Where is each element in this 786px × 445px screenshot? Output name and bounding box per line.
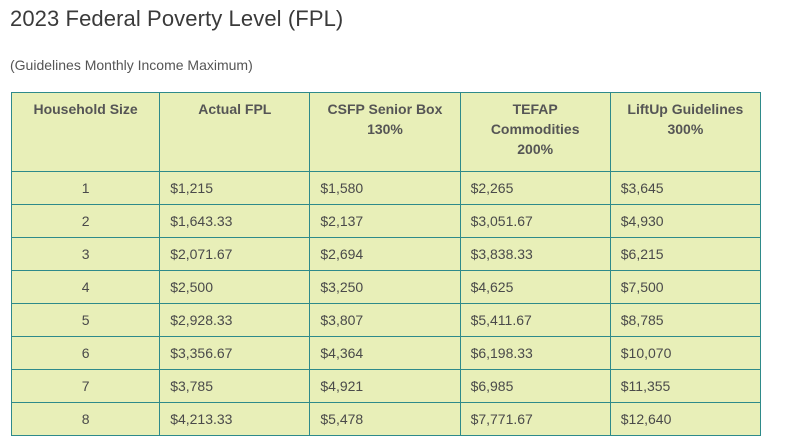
header-line: TEFAP — [512, 101, 558, 117]
actual-fpl-cell: $2,500 — [160, 271, 310, 304]
table-row — [12, 403, 761, 436]
tefap-cell: $6,985 — [460, 370, 610, 403]
table-header-row — [12, 93, 761, 172]
csfp-cell: $1,580 — [310, 172, 460, 205]
header-line: LiftUp Guidelines — [627, 101, 744, 117]
csfp-cell: $4,921 — [310, 370, 460, 403]
header-line: CSFP Senior Box — [327, 101, 443, 117]
actual-fpl-cell: $1,215 — [160, 172, 310, 205]
household-size-cell: 1 — [12, 172, 160, 205]
csfp-cell: $3,250 — [310, 271, 460, 304]
actual-fpl-cell: $4,213.33 — [160, 403, 310, 436]
table-row — [12, 172, 761, 205]
table-body — [12, 172, 761, 436]
actual-fpl-cell: $2,071.67 — [160, 238, 310, 271]
table-row — [12, 205, 761, 238]
table-row — [12, 304, 761, 337]
fpl-table — [11, 92, 761, 436]
liftup-cell: $12,640 — [610, 403, 760, 436]
liftup-cell: $7,500 — [610, 271, 760, 304]
page-title: 2023 Federal Poverty Level (FPL) — [10, 6, 344, 31]
liftup-cell: $6,215 — [610, 238, 760, 271]
table-row — [12, 271, 761, 304]
csfp-cell: $4,364 — [310, 337, 460, 370]
liftup-cell: $8,785 — [610, 304, 760, 337]
household-size-cell: 5 — [12, 304, 160, 337]
tefap-cell: $6,198.33 — [460, 337, 610, 370]
page-subtitle: (Guidelines Monthly Income Maximum) — [10, 57, 253, 73]
header-line: 300% — [667, 121, 704, 137]
csfp-cell: $3,807 — [310, 304, 460, 337]
header-line: Household Size — [33, 101, 138, 117]
header-line: 130% — [367, 121, 403, 137]
header-actual-fpl — [160, 93, 310, 172]
header-tefap — [460, 93, 610, 172]
tefap-cell: $3,838.33 — [460, 238, 610, 271]
actual-fpl-cell: $3,785 — [160, 370, 310, 403]
household-size-cell: 3 — [12, 238, 160, 271]
header-household-size — [12, 93, 160, 172]
liftup-cell: $10,070 — [610, 337, 760, 370]
actual-fpl-cell: $2,928.33 — [160, 304, 310, 337]
header-liftup-guidelines — [610, 93, 760, 172]
csfp-cell: $2,137 — [310, 205, 460, 238]
header-csfp-senior-box — [310, 93, 460, 172]
header-line: Actual FPL — [198, 101, 272, 117]
liftup-cell: $4,930 — [610, 205, 760, 238]
csfp-cell: $5,478 — [310, 403, 460, 436]
table-row — [12, 238, 761, 271]
tefap-cell: $3,051.67 — [460, 205, 610, 238]
household-size-cell: 2 — [12, 205, 160, 238]
actual-fpl-cell: $1,643.33 — [160, 205, 310, 238]
csfp-cell: $2,694 — [310, 238, 460, 271]
household-size-cell: 4 — [12, 271, 160, 304]
header-line: 200% — [517, 141, 554, 157]
header-line: Commodities — [490, 121, 580, 137]
actual-fpl-cell: $3,356.67 — [160, 337, 310, 370]
household-size-cell: 7 — [12, 370, 160, 403]
table-row — [12, 337, 761, 370]
tefap-cell: $2,265 — [460, 172, 610, 205]
tefap-cell: $7,771.67 — [460, 403, 610, 436]
household-size-cell: 6 — [12, 337, 160, 370]
liftup-cell: $3,645 — [610, 172, 760, 205]
liftup-cell: $11,355 — [610, 370, 760, 403]
tefap-cell: $5,411.67 — [460, 304, 610, 337]
household-size-cell: 8 — [12, 403, 160, 436]
table-row — [12, 370, 761, 403]
tefap-cell: $4,625 — [460, 271, 610, 304]
